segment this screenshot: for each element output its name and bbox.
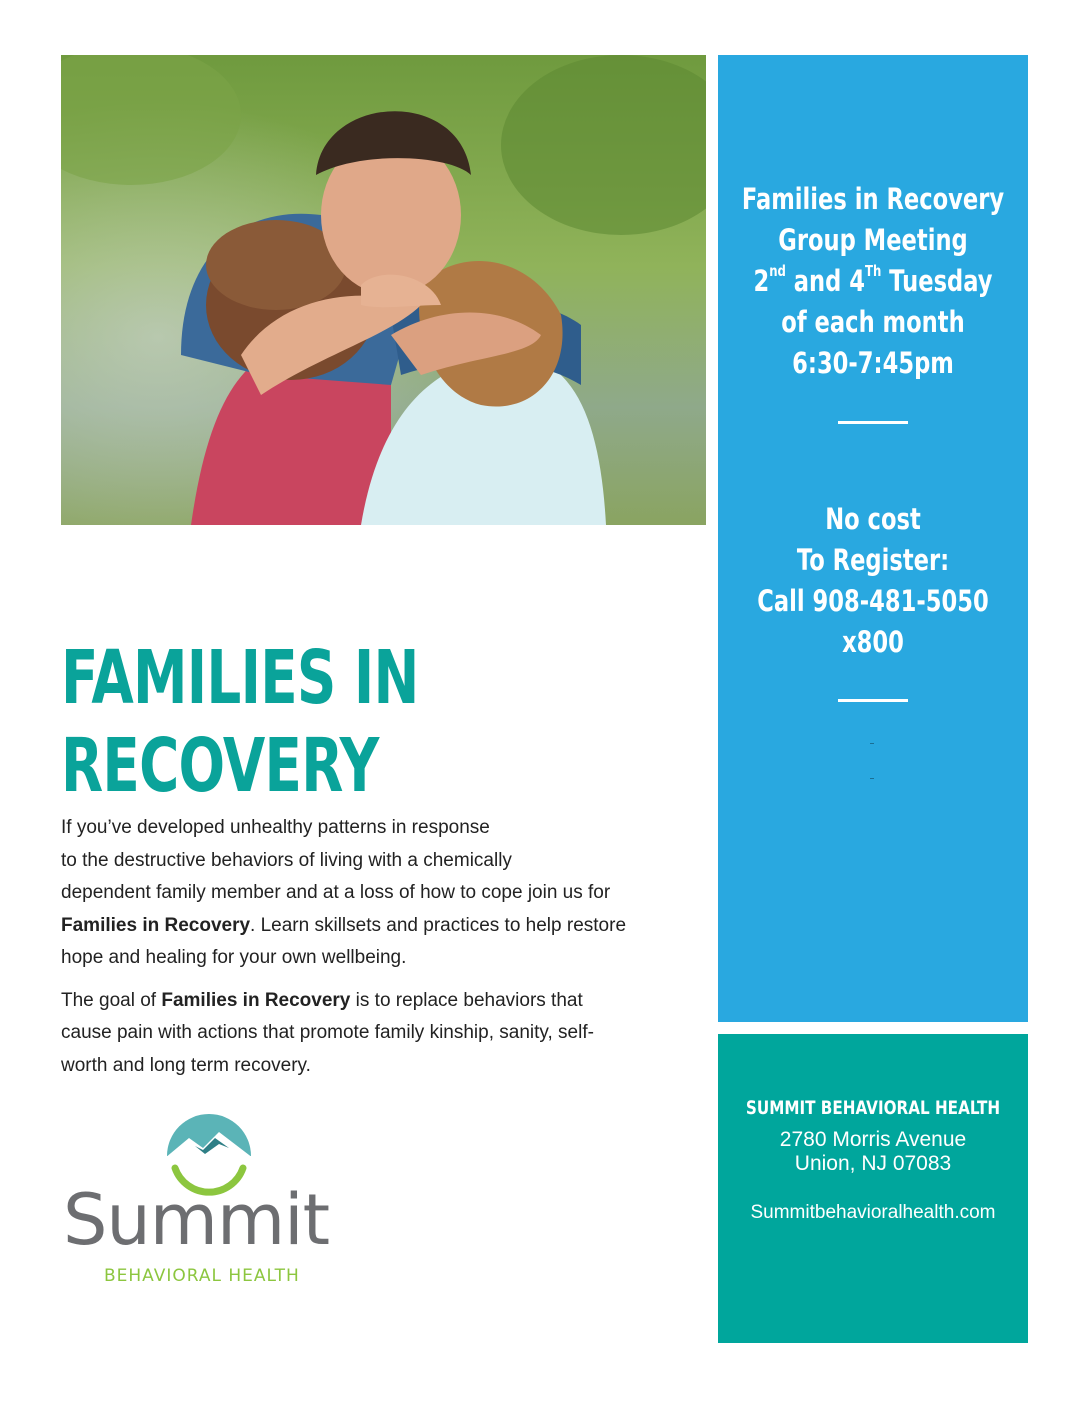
p2-text-b: is to replace behaviors that: [350, 989, 583, 1011]
p2-text-d: worth and long term recovery.: [61, 1054, 311, 1076]
title-line-2: RECOVERY: [61, 723, 379, 809]
p1-text-e: hope and healing for your own wellbeing.: [61, 947, 407, 968]
description-paragraph-2: [61, 985, 706, 1083]
meeting-time: 6:30-7:45pm: [792, 346, 954, 380]
day-1: 2: [753, 264, 770, 298]
day-2: 4: [849, 264, 865, 298]
description: [61, 812, 706, 1092]
contact-panel: [718, 1034, 1028, 1343]
p2-text-a: The goal of: [61, 989, 162, 1011]
program-name-bold-2: Families in Recovery: [161, 989, 351, 1011]
day-1-suffix: nd: [769, 262, 786, 280]
cost-text: No cost: [825, 502, 921, 536]
p1-text-c: dependent family member and at a loss of how to cope join us for: [61, 882, 611, 903]
address-city: Union, NJ 07083: [794, 1152, 952, 1175]
page-title: [61, 634, 535, 810]
meeting-subtitle: Group Meeting: [778, 223, 968, 257]
org-name: SUMMIT BEHAVIORAL HEALTH: [745, 1097, 1001, 1119]
meeting-details: [737, 179, 1010, 384]
p1-text-a: If you’ve developed unhealthy patterns in response: [61, 817, 490, 838]
meeting-days: [737, 261, 1010, 302]
description-paragraph-1: [61, 812, 706, 975]
divider-1: [838, 421, 908, 424]
meeting-frequency: of each month: [781, 305, 965, 339]
hero-photo-family-hug: [61, 55, 706, 525]
meeting-title: Families in Recovery: [741, 182, 1005, 216]
logo-subtitle: BEHAVIORAL HEALTH: [104, 1266, 300, 1286]
registration-details: [737, 499, 1010, 663]
meeting-info-panel: [718, 55, 1028, 1022]
divider-2: [838, 699, 908, 702]
dot-mark-1: [870, 743, 874, 744]
days-and: and: [785, 264, 850, 298]
p1-text-d: . Learn skillsets and practices to help restore: [250, 914, 627, 936]
address-street: 2780 Morris Avenue: [779, 1128, 967, 1151]
family-hug-illustration: [61, 55, 706, 525]
day-2-suffix: Th: [864, 262, 882, 280]
address: [718, 1128, 1028, 1176]
register-label: To Register:: [796, 543, 950, 577]
logo-wordmark: Summit: [63, 1179, 330, 1261]
phone-extension: x800: [842, 625, 904, 659]
p2-text-c: cause pain with actions that promote family kinship, sanity, self-: [61, 1022, 594, 1043]
website-link[interactable]: Summitbehavioralhealth.com: [750, 1202, 996, 1223]
dot-mark-2: [870, 778, 874, 779]
summit-logo: [61, 1108, 351, 1288]
title-line-1: FAMILIES IN: [61, 635, 419, 721]
phone-number[interactable]: Call 908-481-5050: [757, 584, 989, 618]
program-name-bold: Families in Recovery: [61, 914, 251, 936]
p1-text-b: to the destructive behaviors of living with a chemically: [61, 849, 512, 871]
days-weekday: Tuesday: [881, 264, 993, 298]
